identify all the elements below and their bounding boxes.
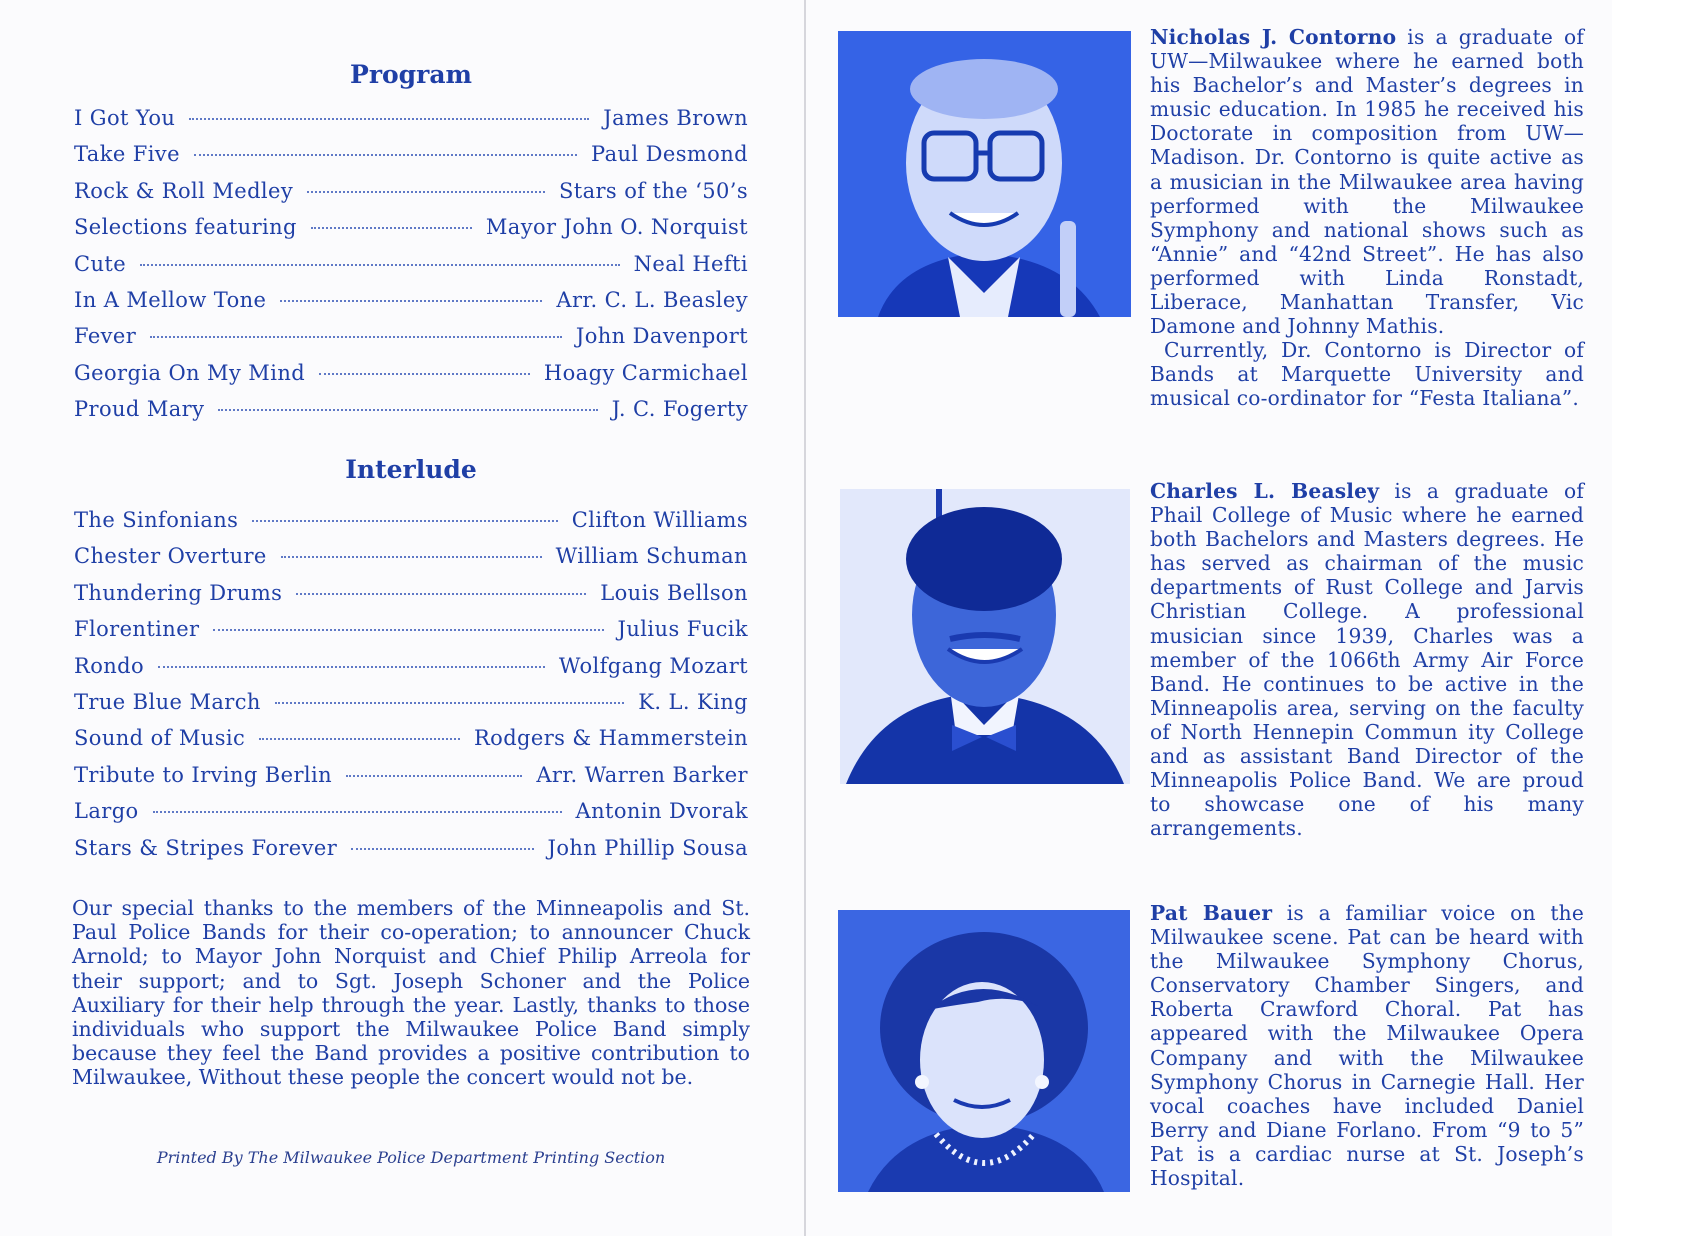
piece-title: I Got You [74, 106, 176, 130]
bio-text: is a familiar voice on the Milwaukee scene. Pat can be heard with the Milwaukee Symphony Chorus, Conservatory Chamber Singers, and Roberta Crawford Choral. Pat has appeared with the Milwaukee Opera Company and with the Milwaukee Symphony Chorus in Carnegie Hall. Her vocal coaches have included Daniel Berry and Diane Forlano. From “9 to 5” Pat is a cardiac nurse at St. Joseph’s Hospital. [1150, 901, 1584, 1191]
dot-leader [275, 702, 624, 704]
piece-composer: Paul Desmond [591, 142, 748, 167]
piece-composer: John Phillip Sousa [547, 835, 748, 860]
piece-composer: Louis Bellson [600, 580, 748, 605]
piece-composer: Clifton Williams [571, 508, 748, 532]
dot-leader [296, 593, 586, 595]
piece-title: Rondo [74, 653, 145, 678]
dot-leader [140, 264, 620, 266]
piece-title: Thundering Drums [74, 580, 283, 605]
program-row [74, 179, 748, 215]
interlude-row [74, 654, 748, 690]
piece-title: The Sinfonians [74, 508, 239, 532]
piece-title: Fever [74, 324, 137, 349]
piece-title: Rock & Roll Medley [74, 178, 294, 203]
piece-title: Georgia On My Mind [74, 360, 306, 385]
program-row [74, 106, 748, 142]
program-row [74, 361, 748, 397]
interlude-row [74, 544, 748, 580]
piece-composer: Hoagy Carmichael [543, 360, 748, 385]
bauer-bio [1150, 901, 1584, 1190]
contorno-bio [1150, 25, 1584, 411]
interlude-row [74, 836, 748, 872]
piece-title: Largo [74, 799, 139, 824]
interlude-heading: Interlude [345, 455, 477, 484]
bio-name: Nicholas J. Contorno [1150, 25, 1397, 49]
piece-title: Take Five [74, 142, 180, 167]
piece-title: Chester Overture [74, 544, 267, 569]
piece-title: True Blue March [74, 689, 261, 714]
program-row [74, 324, 748, 360]
dot-leader [158, 666, 545, 668]
dot-leader [194, 154, 577, 156]
piece-composer: Mayor John O. Norquist [485, 215, 748, 240]
piece-composer: Arr. C. L. Beasley [556, 287, 748, 312]
piece-composer: Arr. Warren Barker [536, 762, 748, 787]
piece-title: Selections featuring [74, 215, 297, 240]
dot-leader [307, 191, 545, 193]
dot-leader [218, 409, 597, 411]
piece-title: Stars & Stripes Forever [74, 835, 338, 860]
dot-leader [311, 227, 472, 229]
beasley-bio [1150, 479, 1584, 840]
bio-text: is a graduate of UW—Milwaukee where he earned both his Bachelor’s and Master’s degrees in music education. In 1985 he received his Doctorate in composition from UW—Madison. Dr. Contorno is quite active as a musician in the Milwaukee area having performed with the Milwaukee Symphony and national shows such as “Annie” and “42nd Street”. He has also performed with Linda Ronstadt, Liberace, Manhattan Transfer, Vic Damone and Johnny Mathis. [1150, 25, 1584, 339]
interlude-row [74, 508, 748, 544]
piece-composer: K. L. King [638, 689, 748, 714]
interlude-row [74, 617, 748, 653]
dot-leader [319, 373, 530, 375]
dot-leader [252, 520, 557, 522]
piece-composer: James Brown [603, 106, 748, 130]
piece-composer: John Davenport [575, 324, 748, 349]
bio-name: Charles L. Beasley [1150, 479, 1380, 503]
program-row [74, 142, 748, 178]
piece-title: Sound of Music [74, 726, 246, 751]
scan-margin [1612, 0, 1700, 1236]
dot-leader [346, 775, 522, 777]
contorno-photo [838, 31, 1131, 317]
bio-text: is a graduate of Phail College of Music where he earned both Bachelors and Masters degrees. He has served as chairman of the music departments of Rust College and Jarvis Christian College. A professional musician since 1939, Charles was a member of the 1066th Army Air Force Band. He continues to be active in the Minneapolis area, serving on the faculty of North Hennepin Commun ity College and as assistant Band Director of the Minneapolis Police Band. We are proud to showcase one of his many arrangements. [1150, 479, 1584, 841]
piece-title: In A Mellow Tone [74, 287, 267, 312]
program-row [74, 397, 748, 433]
program-row [74, 288, 748, 324]
piece-composer: Rodgers & Hammerstein [473, 726, 748, 751]
program-row [74, 215, 748, 251]
piece-title: Proud Mary [74, 397, 205, 422]
program-list [74, 106, 748, 434]
bauer-photo [838, 910, 1130, 1192]
program-heading: Program [350, 60, 472, 89]
printed-by-credit: Printed By The Milwaukee Police Department Printing Section [156, 1148, 666, 1167]
piece-composer: Wolfgang Mozart [558, 653, 748, 678]
dot-leader [153, 811, 562, 813]
piece-composer: J. C. Fogerty [611, 397, 748, 422]
dot-leader [259, 738, 460, 740]
piece-composer: Neal Hefti [633, 251, 748, 276]
piece-composer: Julius Fucik [617, 617, 748, 642]
piece-title: Florentiner [74, 617, 200, 642]
piece-composer: Stars of the ‘50’s [558, 178, 748, 203]
dot-leader [280, 300, 542, 302]
bio-text-2: Currently, Dr. Contorno is Director of Bands at Marquette University and musical co-ordinator for “Festa Italiana”. [1150, 338, 1584, 411]
interlude-row [74, 763, 748, 799]
interlude-row [74, 690, 748, 726]
interlude-row [74, 581, 748, 617]
interlude-row [74, 726, 748, 762]
dot-leader [281, 556, 542, 558]
piece-composer: Antonin Dvorak [575, 799, 748, 824]
bio-name: Pat Bauer [1150, 901, 1273, 925]
program-row [74, 252, 748, 288]
dot-leader [189, 118, 589, 120]
interlude-list [74, 508, 748, 872]
piece-composer: William Schuman [555, 544, 748, 569]
interlude-row [74, 799, 748, 835]
dot-leader [351, 848, 533, 850]
piece-title: Tribute to Irving Berlin [74, 762, 333, 787]
left-page [0, 0, 806, 1236]
dot-leader [150, 336, 562, 338]
piece-title: Cute [74, 251, 127, 276]
beasley-photo [840, 489, 1130, 784]
dot-leader [213, 629, 603, 631]
thanks-paragraph: Our special thanks to the members of the Minneapolis and St. Paul Police Bands for their co-operation; to announcer Chuck Arnold; to Mayor John Norquist and Chief Philip Arreola for their support; and to Sgt. Joseph Schoner and the Police Auxiliary for their help through the year. Lastly, thanks to those individuals who support the Milwaukee Police Band simply because they feel the Band provides a positive contribution to Milwaukee, Without these people the concert would not be. [72, 896, 750, 1090]
